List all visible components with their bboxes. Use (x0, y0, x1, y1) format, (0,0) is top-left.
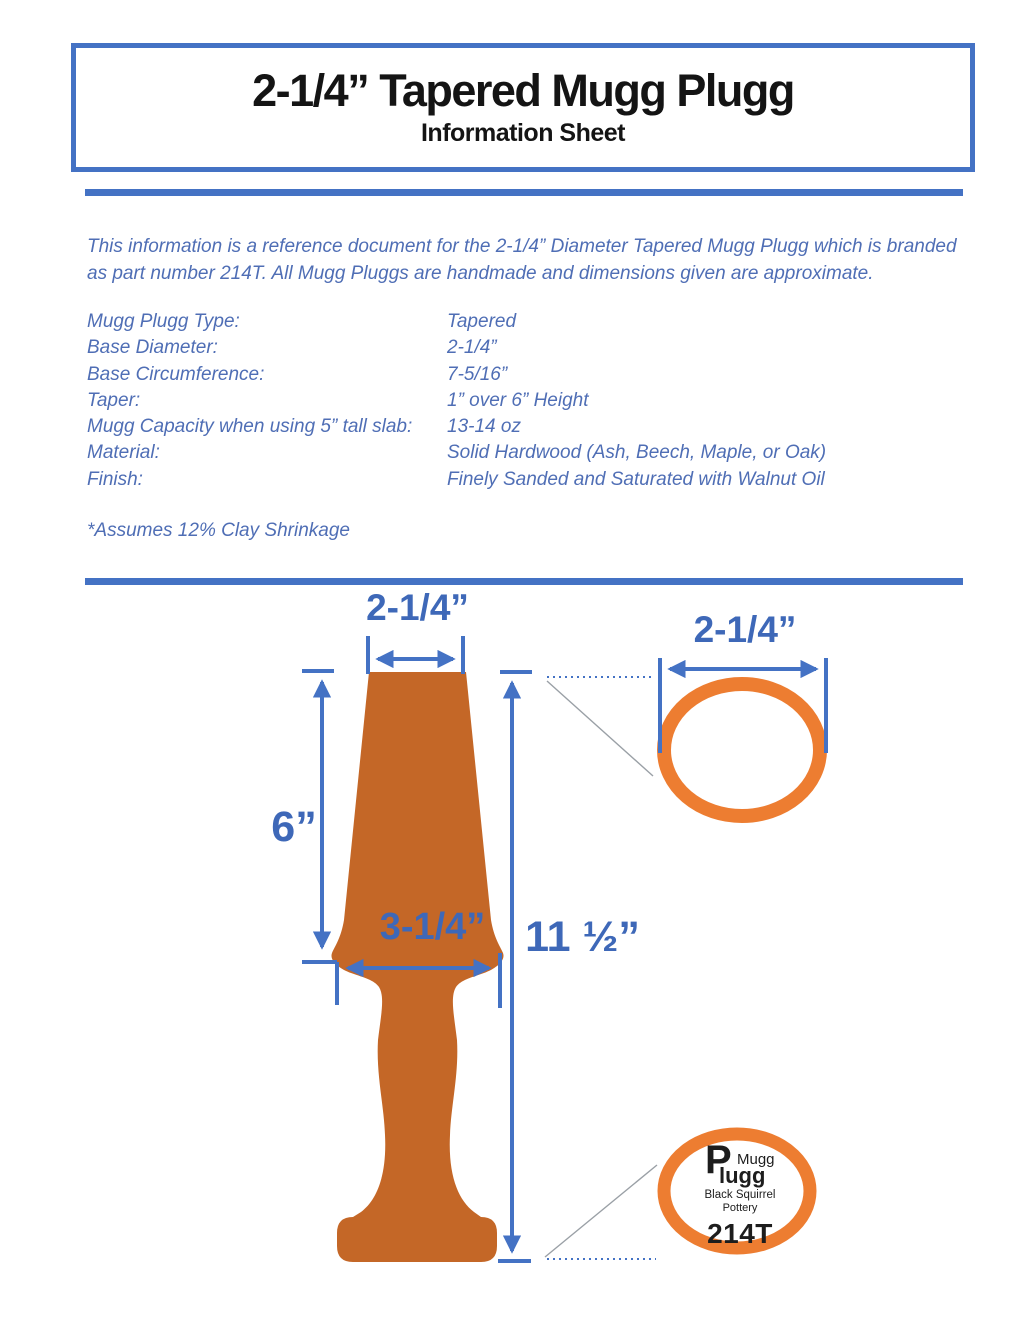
spec-label: Base Diameter: (87, 337, 218, 359)
spec-label: Mugg Capacity when using 5” tall slab: (87, 416, 413, 438)
label-circle-diameter: 2-1/4” (693, 609, 797, 650)
studio-name-line1: Black Squirrel (704, 1189, 776, 1201)
shrinkage-footnote: *Assumes 12% Clay Shrinkage (87, 520, 350, 541)
logo-p-glyph: P (705, 1138, 732, 1182)
brand-badge (695, 1140, 785, 1250)
label-top-diameter: 2-1/4” (366, 587, 469, 628)
leader-top-gray (547, 681, 653, 776)
label-base-width: 3-1/4” (379, 906, 486, 948)
part-number: 214T (707, 1218, 773, 1250)
spec-label: Material: (87, 442, 160, 464)
spec-value: Solid Hardwood (Ash, Beech, Maple, or Oak) (447, 442, 827, 464)
logo-word-lugg: lugg (719, 1163, 766, 1188)
spec-value: 1” over 6” Height (447, 389, 589, 411)
brand-logo-mark (695, 1140, 785, 1188)
spec-label: Base Circumference: (87, 363, 265, 385)
page-title: 2-1/4” Tapered Mugg Plugg (252, 65, 794, 117)
logo-word-mugg: Mugg (737, 1151, 775, 1168)
spec-label: Taper: (87, 389, 141, 411)
spec-value: 7-5/16” (447, 363, 508, 385)
spec-value: 13-14 oz (447, 416, 521, 438)
leader-bottom-gray (545, 1165, 657, 1257)
intro-paragraph: This information is a reference document for the 2-1/4” Diameter Tapered Mugg Plugg which is branded as part number 214T. All Mugg Pluggs are handmade and dimensions given are approximate. (87, 236, 957, 284)
studio-name-line2: Pottery (722, 1202, 758, 1215)
spec-value: Finely Sanded and Saturated with Walnut Oil (447, 468, 825, 490)
spec-label: Mugg Plugg Type: (87, 311, 240, 332)
spec-value: 2-1/4” (447, 337, 497, 359)
top-view-ring (664, 684, 820, 816)
label-total-height: 11 ½” (525, 913, 640, 961)
label-taper-height: 6” (271, 803, 317, 851)
spec-label: Finish: (87, 468, 143, 490)
page-subtitle: Information Sheet (420, 118, 625, 147)
spec-value: Tapered (447, 311, 517, 332)
